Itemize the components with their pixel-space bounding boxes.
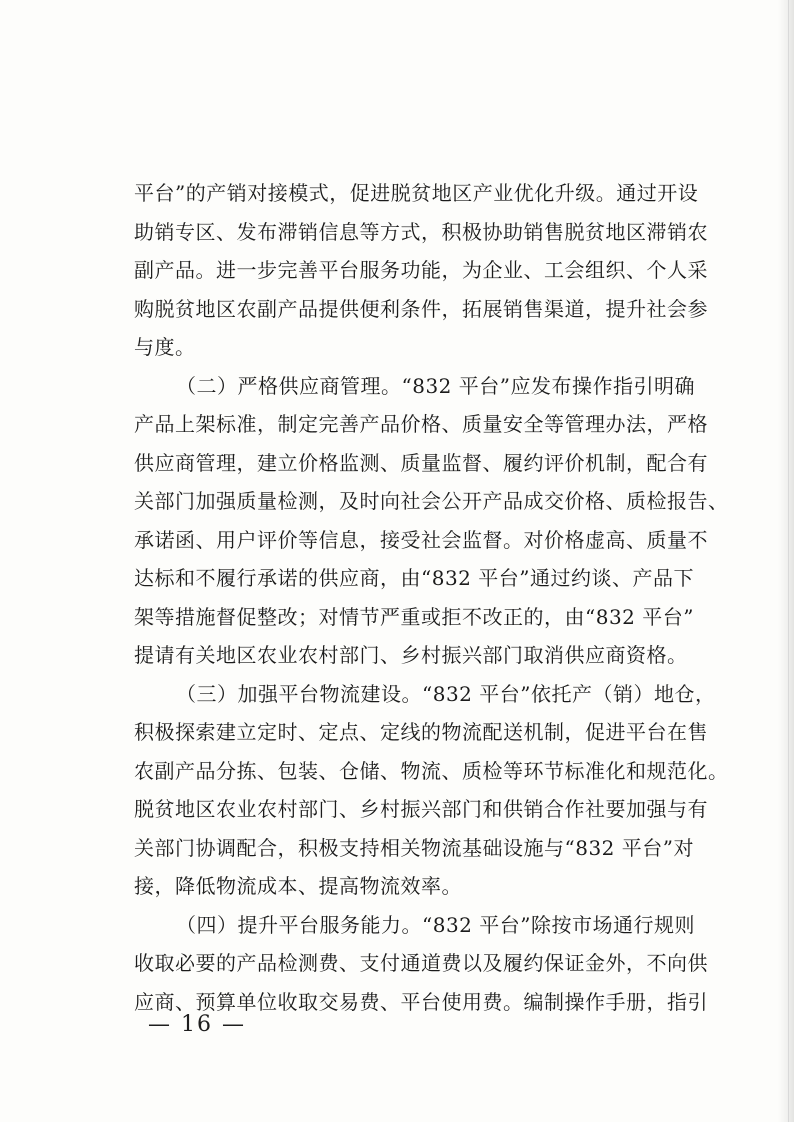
section-heading-line: （二）严格供应商管理。“832 平台”应发布操作指引明确 bbox=[176, 373, 695, 398]
text-line: 平台”的产销对接模式，促进脱贫地区产业优化升级。通过开设 bbox=[134, 181, 699, 205]
scan-edge-shadow bbox=[778, 0, 794, 1122]
text-line: 收取必要的产品检测费、支付通道费以及履约保证金外，不向供 bbox=[134, 951, 708, 975]
text-line: 与度。 bbox=[134, 335, 196, 359]
text-line: 架等措施督促整改；对情节严重或拒不改正的，由“832 平台” bbox=[134, 604, 694, 629]
text-line: 副产品。进一步完善平台服务功能，为企业、工会组织、个人采 bbox=[134, 258, 708, 282]
section-heading-line: （三）加强平台物流建设。“832 平台”依托产（销）地仓， bbox=[176, 681, 716, 706]
text-line: 关部门加强质量检测，及时向社会公开产品成交价格、质检报告、 bbox=[134, 489, 729, 513]
text-line: 脱贫地区农业农村部门、乡村振兴部门和供销合作社要加强与有 bbox=[134, 797, 708, 821]
text-line: 接，降低物流成本、提高物流效率。 bbox=[134, 874, 462, 898]
body-text bbox=[134, 174, 729, 1021]
section-heading-line: （四）提升平台服务能力。“832 平台”除按市场通行规则 bbox=[176, 912, 695, 937]
text-line: 关部门协调配合，积极支持相关物流基础设施与“832 平台”对 bbox=[134, 835, 694, 860]
scan-edge-line bbox=[788, 0, 789, 1122]
page-number: — 16 — bbox=[148, 1012, 246, 1037]
text-line: 积极探索建立定时、定点、定线的物流配送机制，促进平台在售 bbox=[134, 720, 708, 744]
text-line: 供应商管理，建立价格监测、质量监督、履约评价机制，配合有 bbox=[134, 450, 708, 475]
text-line: 承诺函、用户评价等信息，接受社会监督。对价格虚高、质量不 bbox=[134, 527, 708, 552]
text-line: 助销专区、发布滞销信息等方式，积极协助销售脱贫地区滞销农 bbox=[134, 219, 708, 244]
text-line: 应商、预算单位收取交易费、平台使用费。编制操作手册，指引 bbox=[134, 989, 708, 1014]
text-line: 农副产品分拣、包装、仓储、物流、质检等环节标准化和规范化。 bbox=[134, 758, 729, 783]
text-line: 购脱贫地区农副产品提供便利条件，拓展销售渠道，提升社会参 bbox=[134, 296, 708, 321]
text-line: 产品上架标准，制定完善产品价格、质量安全等管理办法，严格 bbox=[134, 412, 708, 436]
text-line: 提请有关地区农业农村部门、乡村振兴部门取消供应商资格。 bbox=[134, 643, 688, 667]
text-line: 达标和不履行承诺的供应商，由“832 平台”通过约谈、产品下 bbox=[134, 566, 694, 590]
